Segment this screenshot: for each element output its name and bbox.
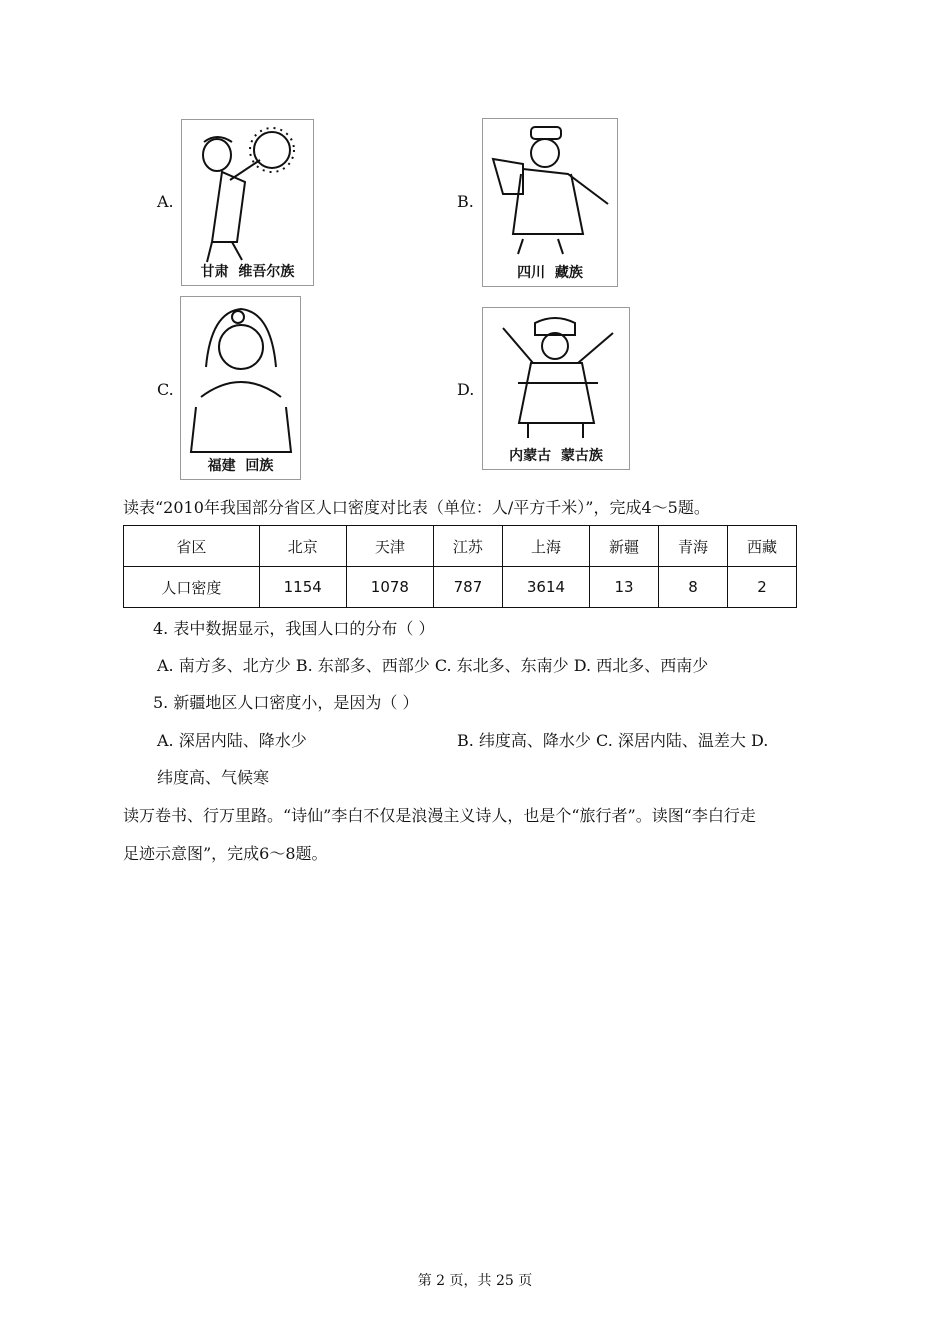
option-b-letter: B. xyxy=(457,192,474,211)
table-header-row xyxy=(124,526,797,567)
option-d-letter: D. xyxy=(457,380,475,399)
option-d-picture xyxy=(482,307,630,470)
table-cell: 北京 xyxy=(259,526,346,567)
passage-line-1: 读万卷书、行万里路。“诗仙”李白不仅是浪漫主义诗人，也是个“旅行者”。读图“李白行走 xyxy=(123,806,756,825)
table-cell: 西藏 xyxy=(728,526,797,567)
table-cell: 8 xyxy=(659,567,728,608)
option-a-caption: 甘肃 维吾尔族 xyxy=(200,264,295,280)
table-cell: 787 xyxy=(433,567,502,608)
table-row xyxy=(124,567,797,608)
table-cell: 2 xyxy=(728,567,797,608)
question-5-option-d-continued: 纬度高、气候寒 xyxy=(157,768,270,787)
table-cell: 1154 xyxy=(259,567,346,608)
table-cell: 省区 xyxy=(124,526,260,567)
option-c-letter: C. xyxy=(157,380,174,399)
table-cell: 天津 xyxy=(346,526,433,567)
passage-line-2: 足迹示意图”，完成6～8题。 xyxy=(123,844,328,863)
table-cell: 13 xyxy=(590,567,659,608)
table-cell: 上海 xyxy=(502,526,589,567)
table-cell: 人口密度 xyxy=(124,567,260,608)
tibetan-dancer-illustration xyxy=(483,119,617,286)
question-5-stem: 5. 新疆地区人口密度小，是因为（ ） xyxy=(153,693,419,712)
table-cell: 3614 xyxy=(502,567,589,608)
option-c-picture xyxy=(180,296,301,480)
option-a-letter: A. xyxy=(157,192,174,211)
population-density-table xyxy=(123,525,797,608)
hui-woman-illustration xyxy=(181,297,300,479)
option-c-caption: 福建 回族 xyxy=(207,458,274,474)
question-4-stem: 4. 表中数据显示，我国人口的分布（ ） xyxy=(153,619,435,638)
table-intro: 读表“2010年我国部分省区人口密度对比表（单位：人/平方千米）”，完成4～5题。 xyxy=(123,498,710,517)
option-b-caption: 四川 藏族 xyxy=(517,265,583,281)
table-cell: 江苏 xyxy=(433,526,502,567)
question-5-options-bcd: B. 纬度高、降水少 C. 深居内陆、温差大 D. xyxy=(457,731,769,750)
table-cell: 青海 xyxy=(659,526,728,567)
table-cell: 1078 xyxy=(346,567,433,608)
table-cell: 新疆 xyxy=(590,526,659,567)
question-5-option-a: A. 深居内陆、降水少 xyxy=(157,731,307,750)
option-a-picture xyxy=(181,119,314,286)
page-footer: 第 2 页，共 25 页 xyxy=(417,1273,533,1289)
question-4-options: A. 南方多、北方少 B. 东部多、西部少 C. 东北多、东南少 D. 西北多、西南少 xyxy=(157,656,709,675)
option-d-caption: 内蒙古 蒙古族 xyxy=(509,448,603,464)
option-b-picture xyxy=(482,118,618,287)
